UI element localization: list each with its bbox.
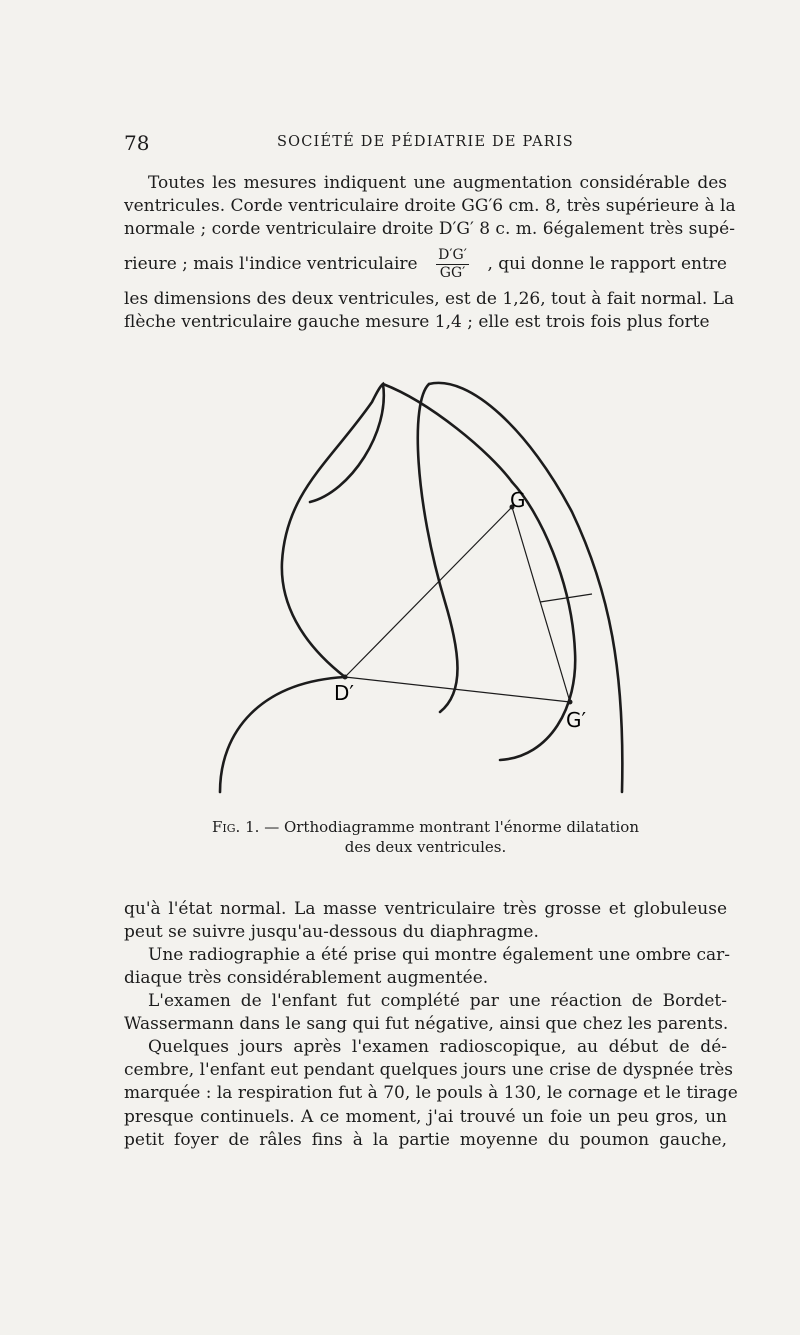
paragraph-dyspnea — [124, 1036, 738, 1152]
running-head: SOCIÉTÉ DE PÉDIATRIE DE PARIS — [277, 134, 574, 150]
text-line: diaque très considérablement augmentée. — [124, 968, 489, 989]
label-g: G — [510, 488, 526, 512]
orthodiagram-figure — [200, 372, 640, 802]
caption-prefix: Fig. 1. — [212, 818, 260, 836]
text-line: Toutes les mesures indiquent une augmentation considérable des — [148, 173, 727, 193]
chord-g-g-prime — [512, 507, 570, 702]
fraction-line — [124, 242, 727, 288]
caption-text: Orthodiagramme montrant l'énorme dilatation — [283, 818, 639, 836]
text-line: Quelques jours après l'examen radioscopique, au début de dé- — [148, 1037, 727, 1057]
text-line: marquée : la respiration fut à 70, le pouls à 130, le cornage et le tirage — [124, 1083, 738, 1104]
page-header — [124, 131, 727, 155]
text-fragment: , qui donne le rapport entre — [487, 254, 727, 274]
text-line: petit foyer de râles fins à la partie moyenne du poumon gauche, — [124, 1129, 727, 1150]
text-line: cembre, l'enfant eut pendant quelques jours une crise de dyspnée très — [124, 1060, 733, 1081]
text-line: peut se suivre jusqu'au-dessous du diaphragme. — [124, 922, 539, 943]
text-line: Wassermann dans le sang qui fut négative, ainsi que chez les parents. — [124, 1014, 729, 1035]
paragraph-radiography — [124, 944, 731, 990]
text-line: Une radiographie a été prise qui montre également une ombre car- — [148, 945, 731, 965]
paragraph-measurements — [124, 172, 736, 334]
heart-outline-right-upper — [383, 384, 512, 482]
heart-outline-right — [429, 383, 622, 792]
left-ventricle-contour — [500, 482, 575, 760]
ventricular-index-fraction — [436, 248, 469, 281]
point-g-prime — [568, 700, 573, 705]
heart-outline-inner-loop — [418, 384, 458, 712]
text-line: presque continuels. A ce moment, j'ai trouvé un foie un peu gros, un — [124, 1106, 727, 1127]
caption-line: des deux ventricules. — [344, 838, 507, 856]
fraction-numerator: D′G′ — [438, 247, 467, 264]
fraction-denominator: GG′ — [439, 265, 466, 282]
heart-outline-left — [220, 384, 384, 792]
text-line: ventricules. Corde ventriculaire droite GG′6 cm. 8, très supérieure à la — [124, 196, 736, 217]
point-d-prime — [343, 675, 348, 680]
text-line: L'examen de l'enfant fut complété par une réaction de Bordet- — [148, 991, 727, 1011]
text-fragment: rieure ; mais l'indice ventriculaire — [124, 254, 418, 274]
text-line: les dimensions des deux ventricules, est de 1,26, tout à fait normal. La — [124, 288, 735, 309]
paragraph-ventricular-mass — [124, 898, 727, 944]
paragraph-wassermann — [124, 990, 727, 1036]
text-line: flèche ventriculaire gauche mesure 1,4 ; elle est trois fois plus forte — [124, 311, 710, 332]
text-line: normale ; corde ventriculaire droite D′G′ 8 c. m. 6également très supé- — [124, 219, 735, 240]
text-line: qu'à l'état normal. La masse ventriculaire très grosse et globuleuse — [124, 899, 727, 919]
caption-dash: — — [264, 818, 280, 836]
label-d-prime: D′ — [334, 681, 354, 705]
page-number: 78 — [124, 131, 150, 155]
caption-line — [124, 817, 727, 837]
orthodiagram-drawing — [200, 372, 640, 802]
figure-caption — [124, 817, 727, 857]
label-g-prime: G′ — [566, 708, 587, 732]
